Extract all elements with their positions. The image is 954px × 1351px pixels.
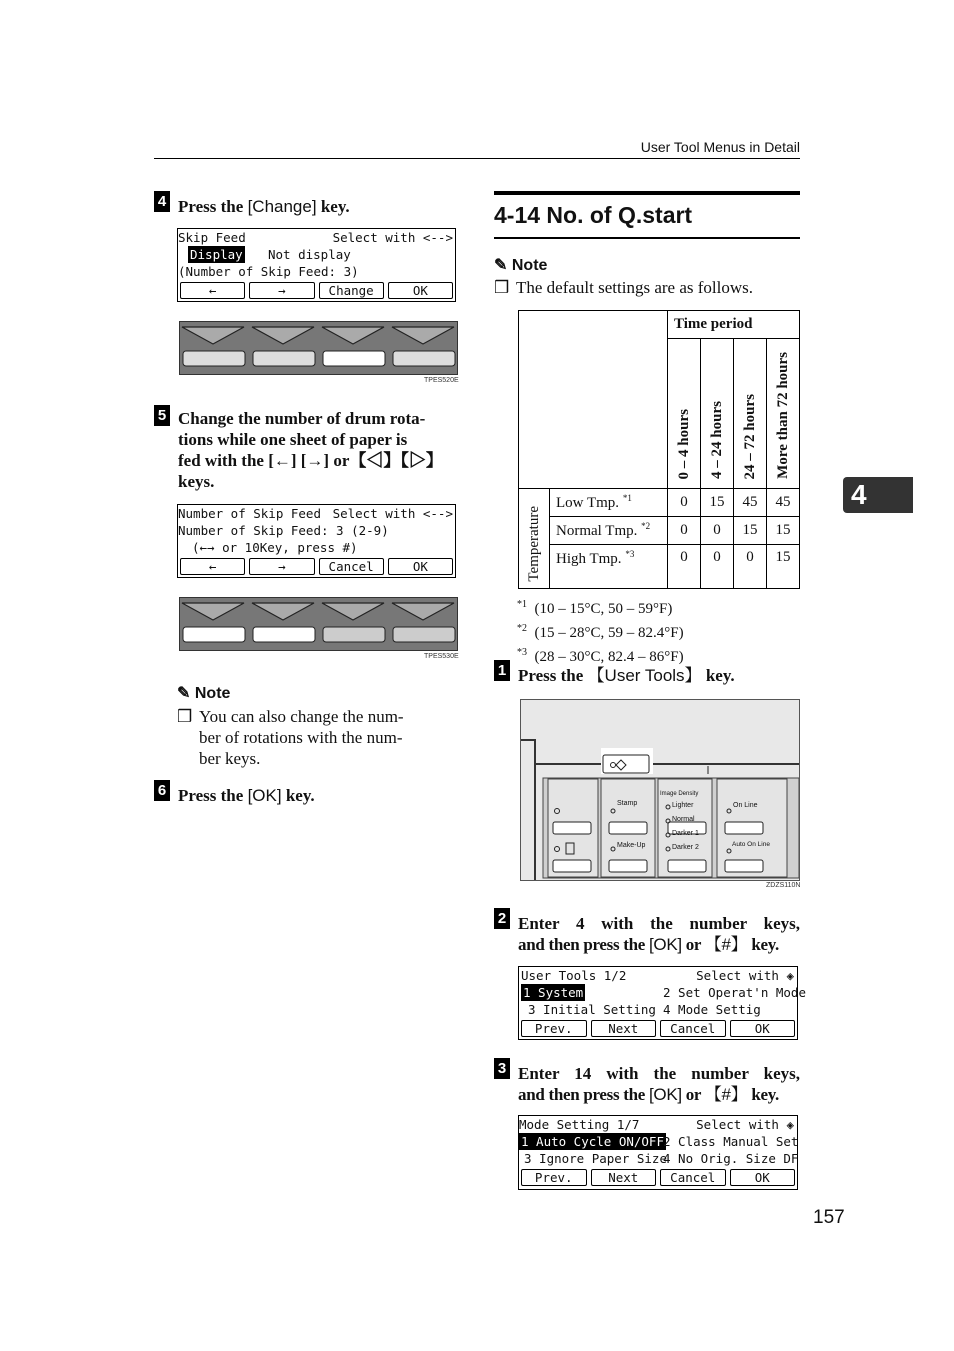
no-orig-size-df-item[interactable]: 4 No Orig. Size DF bbox=[663, 1151, 799, 1166]
step-2: 2 Enter 4 with the number keys, and then press the [OK] or 【#】 key. bbox=[494, 907, 800, 929]
page-number: 157 bbox=[813, 1207, 845, 1228]
system-menu-item-selected[interactable]: 1 System bbox=[523, 985, 584, 1000]
step-number: 3 bbox=[494, 1058, 510, 1079]
ok-key-label: [OK] bbox=[648, 935, 682, 954]
pencil-icon: ✎ bbox=[177, 685, 191, 702]
default-settings-table bbox=[518, 310, 800, 589]
softkey-left[interactable]: ← bbox=[180, 558, 245, 575]
lcd-user-tools: User Tools 1/2 Select with ◈ 1 System 2 Set Operat'n Mode 3 Initial Setting 4 Mode Settig Prev. Next Cancel OK bbox=[518, 966, 798, 1040]
row-group-label: Temperature bbox=[525, 506, 542, 582]
step-6: 6 Press the [OK] key. bbox=[154, 779, 464, 801]
lighter-label: Lighter bbox=[672, 802, 694, 809]
illustration-caption: TPES520E bbox=[424, 377, 459, 384]
checkbox-bullet-icon: ❒ bbox=[177, 707, 193, 726]
step-3: 3 Enter 14 with the number keys, and then press the [OK] or 【#】 key. bbox=[494, 1057, 800, 1079]
softkey-ok[interactable]: OK bbox=[730, 1169, 796, 1186]
hash-key-label: 【#】 bbox=[704, 935, 748, 954]
auto-on-line-label: Auto On Line bbox=[732, 841, 770, 848]
column-header: 0 – 4 hours bbox=[675, 408, 692, 479]
column-header: 4 – 24 hours bbox=[708, 401, 725, 479]
softkey-ok[interactable]: OK bbox=[730, 1020, 796, 1037]
softkey-cancel[interactable]: Cancel bbox=[660, 1169, 726, 1186]
selection-keys-illustration bbox=[179, 321, 458, 375]
softkey-next[interactable]: Next bbox=[591, 1169, 657, 1186]
footnotes: $^{*1}$ (10 – 15°C, 50 – 59°F) $^{*2}$ (15 – 28°C, 59 – 82.4°F) $^{*3}$ (28 – 30°C, 82.4 – 86°F) bbox=[517, 599, 684, 665]
darker2-label: Darker 2 bbox=[672, 844, 699, 851]
softkey-left[interactable]: ← bbox=[180, 282, 245, 299]
user-tools-key-label: 【User Tools】 bbox=[587, 666, 702, 685]
makeup-label: Make-Up bbox=[617, 842, 646, 849]
step-number: 2 bbox=[494, 908, 510, 929]
running-head: User Tool Menus in Detail bbox=[640, 139, 800, 155]
softkey-ok[interactable]: OK bbox=[388, 282, 453, 299]
selection-keys-icon bbox=[180, 322, 457, 374]
softkey-prev[interactable]: Prev. bbox=[521, 1169, 587, 1186]
pencil-icon: ✎ bbox=[494, 257, 508, 274]
step-number: 4 bbox=[154, 191, 170, 212]
illustration-caption: ZDZS110N bbox=[766, 882, 801, 889]
step-4: 4 Press the [Change] key. bbox=[154, 190, 464, 212]
stamp-label: Stamp bbox=[617, 800, 638, 807]
softkey-next[interactable]: Next bbox=[591, 1020, 657, 1037]
step-1: 1 Press the 【User Tools】 key. bbox=[494, 659, 800, 681]
lcd-number-of-skip-feed: Number of Skip Feed Select with <--> Number of Skip Feed: 3 (2-9) (←→ or 10Key, press #) ← → Cancel OK bbox=[177, 504, 456, 578]
selection-keys-illustration bbox=[179, 597, 458, 651]
softkey-cancel[interactable]: Cancel bbox=[660, 1020, 726, 1037]
column-header: More than 72 hours bbox=[774, 352, 791, 479]
on-line-label: On Line bbox=[733, 802, 758, 809]
operation-panel-illustration bbox=[520, 699, 800, 881]
section-top-rule bbox=[494, 191, 800, 195]
display-option-selected: Display bbox=[190, 247, 243, 262]
initial-setting-item[interactable]: 3 Initial Setting bbox=[528, 1002, 656, 1017]
time-period-header: Time period bbox=[668, 311, 800, 339]
softkey-prev[interactable]: Prev. bbox=[521, 1020, 587, 1037]
selection-keys-icon bbox=[180, 598, 457, 650]
softkey-ok[interactable]: OK bbox=[388, 558, 453, 575]
section-title: 4-14 No. of Q.start bbox=[494, 202, 693, 228]
hash-key-label: 【#】 bbox=[704, 1085, 748, 1104]
table-row: Normal Tmp. $^{*2}$ 0 0 15 15 bbox=[519, 517, 800, 545]
lcd-skip-feed: Skip Feed Select with <--> Display Not display (Number of Skip Feed: 3) ← → Change OK bbox=[177, 228, 456, 302]
auto-cycle-item-selected[interactable]: 1 Auto Cycle ON/OFF bbox=[521, 1134, 664, 1149]
table-row: High Tmp. $^{*3}$ 0 0 0 15 bbox=[519, 545, 800, 589]
normal-label: Normal bbox=[672, 816, 695, 823]
step-number: 6 bbox=[154, 780, 170, 801]
ignore-paper-size-item[interactable]: 3 Ignore Paper Size bbox=[524, 1151, 667, 1166]
softkey-right[interactable]: → bbox=[249, 282, 314, 299]
table-row: Temperature Low Tmp. $^{*1}$ 0 15 45 45 bbox=[519, 489, 800, 517]
column-header: 24 – 72 hours bbox=[741, 393, 758, 479]
section-bottom-rule bbox=[494, 237, 800, 239]
note-box: ✎ Note ❒ You can also change the num- ber of rotations with the num- ber keys. bbox=[177, 685, 404, 768]
change-key-label: [Change] bbox=[247, 197, 317, 216]
darker1-label: Darker 1 bbox=[672, 830, 699, 837]
mode-setting-item[interactable]: 4 Mode Settig bbox=[663, 1002, 761, 1017]
illustration-caption: TPES530E bbox=[424, 653, 459, 660]
chapter-tab: 4 bbox=[843, 477, 913, 513]
ok-key-label: [OK] bbox=[247, 786, 282, 805]
checkbox-bullet-icon: ❒ bbox=[494, 278, 510, 297]
softkey-change[interactable]: Change bbox=[319, 282, 384, 299]
softkey-right[interactable]: → bbox=[249, 558, 314, 575]
lcd-mode-setting: Mode Setting 1/7 Select with ◈ 1 Auto Cycle ON/OFF 2 Class Manual Set 3 Ignore Paper Size 4 No Orig. Size DF Prev. Next Cancel OK bbox=[518, 1115, 798, 1190]
step-number: 1 bbox=[494, 660, 510, 681]
step-5: 5 Change the number of drum rota- tions while one sheet of paper is fed with the [←] [→] or【◁】【▷】 keys. bbox=[154, 404, 460, 426]
note-box: ✎ Note ❒ The default settings are as follows. bbox=[494, 257, 753, 297]
softkey-cancel[interactable]: Cancel bbox=[319, 558, 384, 575]
step-number: 5 bbox=[154, 405, 170, 426]
operation-panel-drawing bbox=[521, 700, 799, 880]
class-manual-set-item[interactable]: 2 Class Manual Set bbox=[663, 1134, 799, 1149]
header-rule bbox=[154, 158, 800, 159]
ok-key-label: [OK] bbox=[648, 1085, 682, 1104]
image-density-label: Image Density bbox=[660, 791, 699, 797]
set-operation-mode-item[interactable]: 2 Set Operat'n Mode bbox=[663, 985, 806, 1000]
